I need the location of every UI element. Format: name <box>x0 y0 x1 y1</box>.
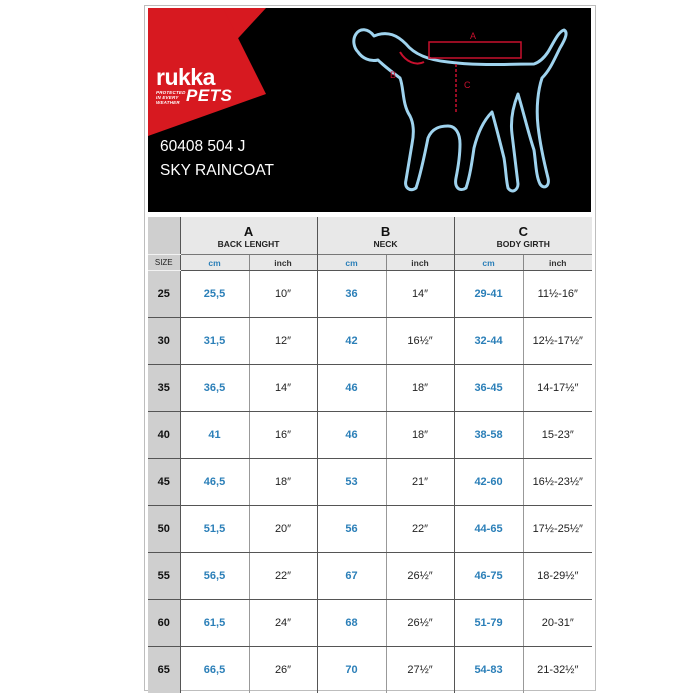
measure-c-label: C <box>464 80 471 90</box>
size-cell: 55 <box>148 553 180 600</box>
size-cell: 25 <box>148 271 180 318</box>
table-row <box>148 600 592 647</box>
group-letter: C <box>518 224 528 239</box>
back-length-inch: 10″ <box>249 271 317 318</box>
neck-cm: 46 <box>317 412 386 459</box>
table-row <box>148 365 592 412</box>
header-banner <box>148 8 591 212</box>
body-girth-inch: 16½-23½″ <box>523 459 592 506</box>
body-girth-inch: 20-31″ <box>523 600 592 647</box>
table-row <box>148 318 592 365</box>
body-girth-cm: 32-44 <box>454 318 523 365</box>
table-row <box>148 647 592 694</box>
neck-inch: 21″ <box>386 459 454 506</box>
back-length-cm: 36,5 <box>180 365 249 412</box>
size-cell: 40 <box>148 412 180 459</box>
back-length-inch: 26″ <box>249 647 317 694</box>
size-header-spacer <box>148 217 180 255</box>
unit-header-inch: inch <box>523 255 592 271</box>
table-row <box>148 553 592 600</box>
back-length-cm: 56,5 <box>180 553 249 600</box>
body-girth-cm: 38-58 <box>454 412 523 459</box>
body-girth-cm: 54-83 <box>454 647 523 694</box>
body-girth-inch: 21-32½″ <box>523 647 592 694</box>
back-length-inch: 12″ <box>249 318 317 365</box>
body-girth-inch: 11½-16″ <box>523 271 592 318</box>
body-girth-inch: 15-23″ <box>523 412 592 459</box>
brand-name: rukka <box>156 64 215 90</box>
product-code: 60408 504 J <box>160 138 246 155</box>
back-length-inch: 16″ <box>249 412 317 459</box>
back-length-cm: 66,5 <box>180 647 249 694</box>
back-length-cm: 46,5 <box>180 459 249 506</box>
group-header-a <box>180 217 317 255</box>
unit-header-inch: inch <box>386 255 454 271</box>
body-girth-cm: 44-65 <box>454 506 523 553</box>
product-name: SKY RAINCOAT <box>160 162 274 179</box>
neck-inch: 26½″ <box>386 553 454 600</box>
size-table <box>148 217 592 693</box>
neck-cm: 68 <box>317 600 386 647</box>
unit-header-inch: inch <box>249 255 317 271</box>
measure-a-box <box>429 42 521 58</box>
neck-inch: 26½″ <box>386 600 454 647</box>
unit-header-cm: cm <box>454 255 523 271</box>
group-name: NECK <box>373 239 398 249</box>
size-cell: 35 <box>148 365 180 412</box>
size-cell: 65 <box>148 647 180 694</box>
group-header-c <box>454 217 592 255</box>
size-cell: 50 <box>148 506 180 553</box>
measure-a-label: A <box>470 31 477 41</box>
body-girth-cm: 42-60 <box>454 459 523 506</box>
neck-cm: 67 <box>317 553 386 600</box>
size-cell: 45 <box>148 459 180 506</box>
group-header-b <box>317 217 454 255</box>
neck-cm: 53 <box>317 459 386 506</box>
group-letter: B <box>380 224 391 239</box>
table-row <box>148 271 592 318</box>
brand-sub: PETS <box>186 86 233 105</box>
back-length-inch: 18″ <box>249 459 317 506</box>
dog-outline <box>354 30 566 191</box>
size-column-header: SIZE <box>148 255 180 271</box>
body-girth-cm: 46-75 <box>454 553 523 600</box>
table-row <box>148 412 592 459</box>
back-length-cm: 51,5 <box>180 506 249 553</box>
group-name: BACK LENGHT <box>217 239 280 249</box>
neck-inch: 27½″ <box>386 647 454 694</box>
back-length-inch: 14″ <box>249 365 317 412</box>
unit-header-cm: cm <box>180 255 249 271</box>
neck-inch: 18″ <box>386 412 454 459</box>
body-girth-cm: 36-45 <box>454 365 523 412</box>
neck-cm: 70 <box>317 647 386 694</box>
neck-inch: 16½″ <box>386 318 454 365</box>
unit-header-cm: cm <box>317 255 386 271</box>
neck-cm: 42 <box>317 318 386 365</box>
back-length-inch: 24″ <box>249 600 317 647</box>
size-cell: 60 <box>148 600 180 647</box>
neck-cm: 56 <box>317 506 386 553</box>
back-length-inch: 22″ <box>249 553 317 600</box>
body-girth-cm: 29-41 <box>454 271 523 318</box>
neck-inch: 18″ <box>386 365 454 412</box>
group-name: BODY GIRTH <box>496 239 550 249</box>
body-girth-inch: 17½-25½″ <box>523 506 592 553</box>
table-row <box>148 506 592 553</box>
neck-inch: 14″ <box>386 271 454 318</box>
size-cell: 30 <box>148 318 180 365</box>
group-letter: A <box>243 224 254 239</box>
table-row <box>148 459 592 506</box>
body-girth-cm: 51-79 <box>454 600 523 647</box>
back-length-inch: 20″ <box>249 506 317 553</box>
measure-b-label: B <box>390 70 397 80</box>
neck-inch: 22″ <box>386 506 454 553</box>
body-girth-inch: 18-29½″ <box>523 553 592 600</box>
back-length-cm: 31,5 <box>180 318 249 365</box>
body-girth-inch: 14-17½″ <box>523 365 592 412</box>
neck-cm: 36 <box>317 271 386 318</box>
back-length-cm: 61,5 <box>180 600 249 647</box>
body-girth-inch: 12½-17½″ <box>523 318 592 365</box>
brand-tagline: PROTECTED IN EVERY WEATHER <box>156 90 186 105</box>
back-length-cm: 25,5 <box>180 271 249 318</box>
back-length-cm: 41 <box>180 412 249 459</box>
neck-cm: 46 <box>317 365 386 412</box>
dog-measurement-diagram <box>148 8 591 212</box>
